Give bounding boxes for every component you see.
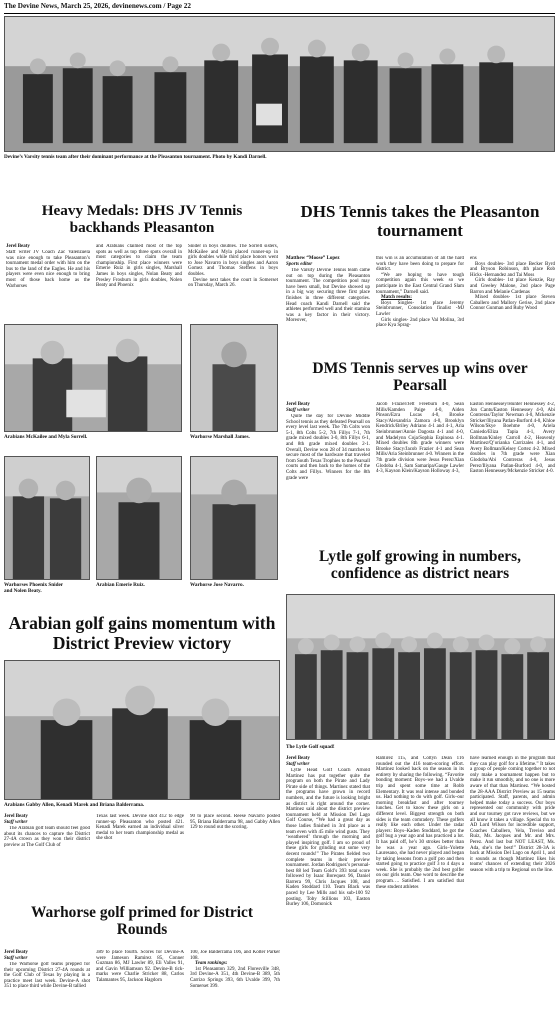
jv-byline: [6, 244, 90, 250]
jv-col-2-text: and Arabians claimed most of the top spots as well as top three spots overall in most categories to claim the team championship. First place winners were Emerie Ruiz in girls singles, Marshall James in boys singles, Nolan Beaty and Presley Frosburn in girls doubles, Nolen Beaty and Phoenix: [96, 244, 182, 289]
arabian-photo-caption: Arabians Gabby Allen, Kenadi Marek and Briana Balderrama.: [4, 802, 145, 808]
dhs-col-2e: Girls singles- 2nd place Val Molina, 3rd place Kya Sprag-: [376, 317, 464, 329]
arabian-col-2-text: Texas last week. Devine shot 412 to edge runner-up Pleasanton who posted 421. Kenadi Marek earned an individual silver medal to her team championship medal as she shot: [96, 814, 184, 842]
warhorse-col-1-text: The Warhorse golf teams prepped for their upcoming District 27-4A rounds at the Golf Club of Texas by playing in a practice meet last week. Devine-A shot 351 to place third while Devine-B tallied: [4, 962, 90, 990]
varsity-team-photo: [4, 16, 555, 152]
dhs-col-2b: “We are hoping to have tough competition again this week so we participate in the East Central Grand Slam tournament,” Darnell said.: [376, 272, 464, 295]
warhorse-team-rankings-label: Team rankings:: [195, 961, 228, 967]
warhorse-headline: Warhorse golf primed for District Rounds: [31, 904, 253, 939]
lytle-photo-caption: The Lytle Golf squad!: [286, 744, 335, 750]
jv-col-3b: Devine next takes the court in Somerset on Thursday, March 26.: [188, 277, 278, 289]
arabian-col-3: [190, 814, 280, 860]
lytle-headline: Lytle golf growing in numbers, confidence as district nears: [319, 548, 521, 583]
lytle-byline: [286, 756, 370, 767]
warhorse-author: Jerel Beaty: [4, 950, 28, 955]
jv-col-3a: Snider in boys doubles. The Sorrell sisters, McKailee and Myla placed runner-up in girls doubles while third place honors went to Jose Navarro in boys singles and Aaron Gomez and Thomas Steffens in boys doubles.: [188, 244, 278, 277]
dhs-col-1: [286, 268, 370, 358]
jose-photo: [190, 456, 278, 580]
dhs-col-2d: Boys Singles- 1st place Jeremy Steinbrunner, Consolation finalist -MJ Lawler: [376, 300, 464, 317]
dhs-col-2a: this win is an accumulation of all the hard work they have been doing to prepare for district.: [376, 256, 464, 273]
dhs-col-3: [470, 256, 555, 358]
arabian-col-2: [96, 814, 184, 860]
top-photo-caption: Devine’s Varsity tennis team after their dominant performance at the Pleasanton tournament. Photo by Kandi Darnell.: [4, 154, 267, 160]
lytle-col-3-text: have learned enough in the program that they can play golf for a lifetime.” It takes a group of people coming together to not only make a tournament happen but to make it run smoothly, and no one is more aware of that than Martinez. “We hosted the 28-AAA District Preview as 15 teams participated. Staff, parents, and admin helped make today a success. Our boys represented our community with pride and our tourney got rave reviews, but we all know it takes a village. Special thx to AD Lord Wilson for incredible support, Coaches Caballero, Vela, Treviso and Ruiz, Ms. Jacques and Mr. and Mrs. Perez. And last but NOT LEAST, Ms. Ada, she’s the best!” District 28-3A is back at Mission Del Lago on April 1, and it sounds as though Martinez likes his teams’ chances of extending their 2026 season with a trip to Regional on the line.: [470, 756, 555, 873]
dhs-match-results-label: Match results:: [381, 295, 412, 301]
warhorse-col-3: [190, 950, 280, 1022]
marshall-photo: [190, 324, 278, 432]
dms-col-2-text: Jacob Frazier/Jett Freeburn 4-0, Sean Mills/Kamden Paige 4-0, Aiden Pinson/Ezra Lucas 4-0, Brooke Stacy/Alexandria Zamora 4-0, Brooklyn Kendrick/Briley Adriano 4-1 and 4-1, Aria Steinbrunner/Annie Dagosta 4-1 and 4-0, and Madelynn Coja/Sophia Espinosa 4-1. Mixed doubles 8th grade winners were Brooke Stacy/Jacob Frazier 4-1 and Sean Mills/Aria Steinbrunner 4-0. Winners in the 7th grade division were Jesus Perez/Xian Glodoba 4-1, Sam Samaripa/Gauge Lawler 4-3, Kayson Klein/Kayson Holloway 4-3,: [376, 402, 464, 475]
warhorse-col-2: [96, 950, 184, 1022]
jose-caption: Warhorse Jose Navarro.: [190, 582, 244, 588]
warhorse-col-3a: 100, Joe Balderrama 106, and Kolter Parker 108.: [190, 950, 280, 961]
arabian-author: Jerel Beaty: [4, 814, 28, 819]
dhs-col-3c: Girls doubles- 1st place Kenzie, Ray and Greeley Malone, 2nd place Page Barron and Melanie Cardenas: [470, 278, 555, 295]
dhs-col-2: [376, 256, 464, 358]
warhorse-byline: [4, 950, 90, 961]
mckailee-caption: Arabians McKailee and Myla Sorrell.: [4, 434, 88, 440]
arabian-col-1: [4, 826, 90, 860]
dhs-col-1-text: The Varsity Devine Tennis team came out on top during the Pleasanton tournament. The competition pool may have been small, but Devine showed up in a big way securing three first place finishes in three different categories. Head coach Kandi Darnell said the athletes performed well and their stamina was a key factor in their victory. Moreover,: [286, 268, 370, 324]
dms-author-role: Staff writer: [286, 407, 310, 413]
dms-headline: DMS Tennis serves up wins over Pearsall: [312, 360, 528, 395]
jv-col-2: [96, 244, 182, 320]
arabian-col-3-text: 90 to place second. Reese Navarro posted 95, Briana Balderrama 98, and Gabby Allen 129 to round out the scoring.: [190, 814, 280, 831]
dhs-headline: DHS Tennis takes the Pleasanton tournament: [300, 202, 540, 241]
arabian-col-1-text: The Arabian golf team should feel good about its chances to capture the District 27-4A crown as they won their district preview at The Golf Club of: [4, 826, 90, 848]
dhs-col-3b: Boys doubles- 3rd place Becker Byrd and Bryson Robinson, 4th place Rob Hicks -Hernandez and Tai Moss: [470, 261, 555, 278]
arabian-author-role: Staff writer: [4, 819, 28, 825]
dhs-col-3a: ens: [470, 256, 477, 261]
emerie-caption: Arabian Emerie Ruiz.: [96, 582, 145, 588]
masthead: The Devine News, March 25, 2026, devinenews.com / Page 22: [4, 2, 555, 14]
lytle-col-2: [376, 756, 464, 1022]
dhs-author-role: Sports editor: [286, 261, 313, 267]
phoenix-nolen-photo: [4, 456, 90, 580]
warhorse-col-3c: 1st Pleasanton 329, 2nd Floresville 348, 3rd Devine-A 351, 4th Devine-B 389, 5th Carrizo Springs 393, 6th Uvalde 399, 7th Somerset 399.: [190, 966, 280, 989]
jv-col-3: [188, 244, 278, 320]
warhorse-author-role: Staff writer: [4, 955, 28, 961]
dms-col-3: [470, 402, 555, 546]
dhs-byline: [286, 256, 370, 267]
phoenix-caption-line1: Warhorses Phoenix Snider: [4, 582, 64, 588]
arabian-byline: [4, 814, 90, 825]
phoenix-caption-line2: and Nolen Beaty.: [4, 588, 42, 594]
warhorse-col-2-text: 389 to place fourth. Scores for Devine-A were Jameson Ramirez 85, Conner Guzman 86, MJ Lawler 89, Eli Valles 91, and Gavin Williamson 92. Devine-B tick-marks were Charlie Stricker 88, Carlos Talamantes 95, Jackson Hagdorn: [96, 950, 184, 983]
lytle-col-3: [470, 756, 555, 1022]
jv-col-1: [6, 250, 90, 320]
dms-author: Jerel Beaty: [286, 402, 310, 407]
lytle-col-1: [286, 768, 370, 1022]
lytle-author-role: Staff writer: [286, 761, 310, 767]
dms-col-1-text: Quite the day for Devine Middle School tennis as they defeated Pearsall on every level last week. The 7th Colts won 5-1, 8th Colts 5-2, 7th Fillys 7-1, 7th grade mixed doubles 3-0, 8th Fillys 6-1, and 8th grade mixed doubles 2-1. Overall, Devine won 28 of 34 matches to secure most of the hardware that traveled from South Texas Trophies to the Pearsall courts and then back to the homes of the Colts and Fillys. Winners for the 8th grade were: [286, 414, 370, 481]
lytle-golf-photo: [286, 594, 555, 740]
lytle-author: Jerel Beaty: [286, 756, 310, 761]
dhs-col-3d: Mixed doubles- 1st place Steven Caballero and Mallory Gerise, 2nd place Connor Gunman and Ruby Wood: [470, 295, 555, 312]
dms-col-2: [376, 402, 464, 546]
lytle-col-1-text: Lytle Head Golf Coach Arnold Martinez has put together quite the program on both the Pirate and Lady Pirate side of things. Martinez stated that the programs have grown in record numbers, and the future is looking bright as district is right around the corner. Martinez said about the district preview tournament held at Mission Del Lago Golf Course, “We had a great day as those ladies finished in 3rd place as a team even with 45 mile wind gusts. They ‘weathered’ through the morning and played inspiring golf. I am so proud of these girls for grinding out some very decent rounds!” The Pirates fielded two complete teams in their preview tournament. Jordan Rodriguez’s personal-best 88 led Team Gold’s 393 total score followed by Isaac Borequez 96, Daniel Barrera 99, Chris Jacques 108, and Kaden Stoddard 110. Team Black was paced by Lee Mills and his sub-100 92 posting. Toby Stillions 103, Easton Burley 106, Domonick: [286, 768, 370, 908]
warhorse-col-1: [4, 962, 90, 1022]
dms-col-3-text: Easton Hennessey/Hunter Hennessey 4-2, Jon Cantu/Easton Hennessey 4-0, Abi Contreras/Taylor Newman 4-0, Mckenzie Stricker/Iliyana Patlan-Burford 4-0, Khloe Wilson/Skye Boehme 4-0, Ariela Caniedo/Eliza Tapia 4-1, Avery Bollman/Kinley Carroll 4-2, Heavenly Martinez/Q’orianka Carrizales 4-1, and Avery Bollman/Kelsey Cortez 4-2. Mixed doubles in 7th grade were Xian Glodoba/Abi Contreras 4-0, Jesus Perez/Iliyana Patlan-Burford 4-0, and Easton Hennessey/Mckenzie Stricker 4-0.: [470, 402, 555, 475]
dhs-author: Matthew “Moose” Lopez: [286, 256, 340, 261]
dms-byline: [286, 402, 370, 413]
jv-col-1-text: Staff writer JV Coach Zac Valenzuela was nice enough to take Pleasanton’s tournament medal order with him on the bus to the land of the Eagles. He and his players were even nice enough to bring most of those back home as the Warhorses: [6, 250, 90, 289]
lytle-col-2-text: Ramirez 115, and Coltyn Dean 116 rounded out the 416 team-scoring effort. Martinez looked back on the season in its entirety by sharing the following. “Favorite bonding moment: Boys–we had a Uvalde trip and spent some time at Robb Elementary. It was real intense and bonded us. Had nothing to do with golf. Girls–our morning breakfast and after tourney lunches. Get to know these girls on a different level. Biggest strength on both sides is the team comradery. These golfers really like each other. Under the radar players: Boys–Kaden Stoddard, he got the golf bug a year ago and has practiced a lot. It has paid off, he’s 30 strokes better than he was a year ago. Girls–Yolette Lauresano, she had never played and began by taking lessons from a golf pro and then started going to practice golf 3 to 4 days a week. She is probably the 2nd best golfer on our girls team. One word to describe the program…. Satisfied. I am satisfied that these student athletes: [376, 756, 464, 890]
marshall-caption: Warhorse Marshall James.: [190, 434, 250, 440]
phoenix-caption: [4, 582, 90, 594]
jv-headline: Heavy Medals: DHS JV Tennis backhands Pleasanton: [41, 202, 243, 237]
emerie-photo: [96, 456, 182, 580]
mckailee-myla-photo: [4, 324, 182, 432]
arabian-headline: Arabian golf gains momentum with District Preview victory: [8, 613, 276, 653]
arabian-golf-photo: [4, 660, 280, 800]
dms-col-1: [286, 414, 370, 546]
jv-author: Jerel Beaty: [6, 244, 30, 249]
